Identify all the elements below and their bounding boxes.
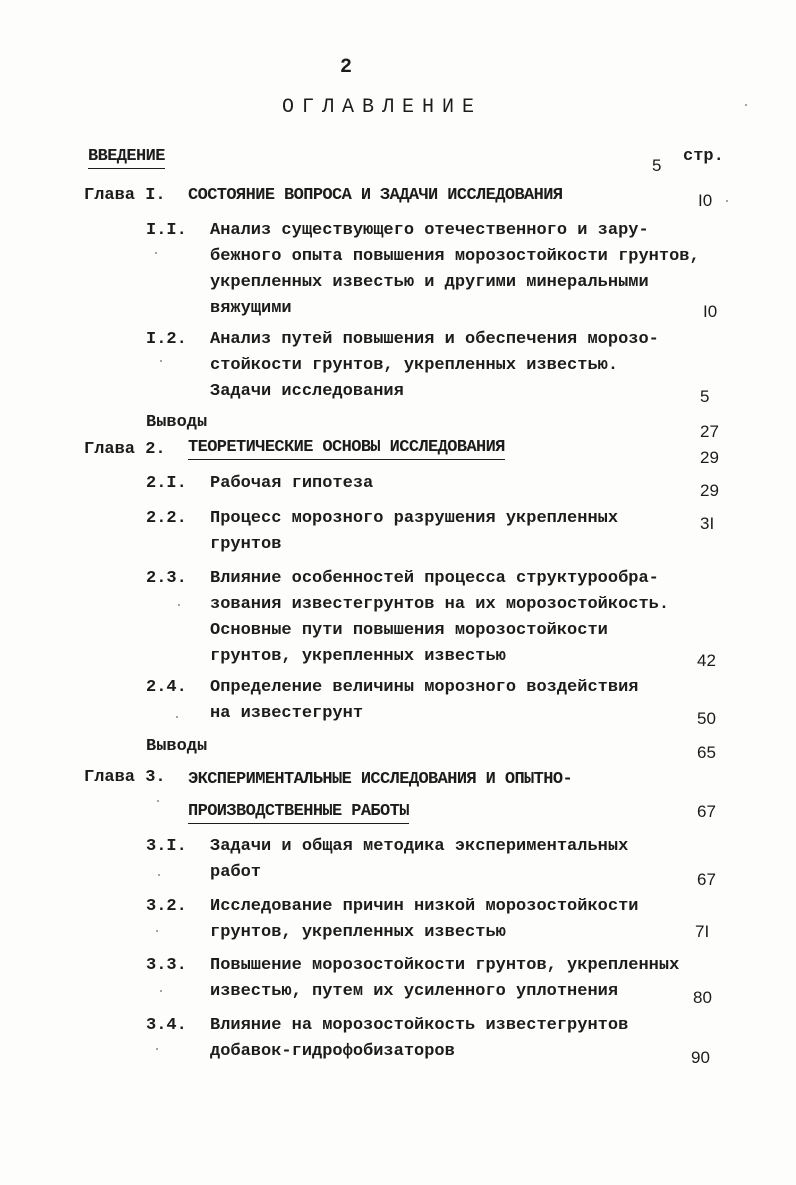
section-page: 7I (695, 922, 710, 941)
chapter-3-page: 67 (697, 802, 716, 821)
section-title: Определение величины морозного воздействия на известегрунт (210, 678, 639, 723)
section-page: 50 (697, 709, 716, 728)
scan-speck (176, 716, 178, 718)
section-title: Влияние на морозостойкость известегрунтов добавок-гидрофобизаторов (210, 1016, 629, 1061)
conclusions-page: 27 (700, 422, 719, 441)
conclusions-label: Выводы (146, 413, 208, 432)
section-title: Влияние особенностей процесса структурообра- зования известегрунтов на их морозостойкость. Основные пути повышения морозостойкости грунтов, укрепленных известью (210, 569, 670, 666)
scan-speck (745, 104, 747, 106)
section-title: Рабочая гипотеза (210, 474, 374, 493)
scan-speck (156, 930, 158, 932)
chapter-1-label: Глава I. (84, 186, 166, 205)
scan-speck (155, 252, 157, 254)
section-page: I0 (703, 302, 718, 321)
conclusions-page: 65 (697, 743, 716, 762)
section-page: 80 (693, 988, 712, 1007)
section-number: 2.I. (146, 474, 187, 493)
section-number: 3.2. (146, 897, 187, 916)
chapter-3-title: ЭКСПЕРИМЕНТАЛЬНЫЕ ИССЛЕДОВАНИЯ И ОПЫТНО- ПРОИЗВОДСТВЕННЫЕ РАБОТЫ (188, 765, 572, 824)
section-page: 67 (697, 870, 716, 889)
page-number: 2 (340, 56, 353, 79)
scan-speck (156, 1048, 158, 1050)
section-page: 90 (691, 1048, 710, 1067)
section-title: Задачи и общая методика экспериментальных работ (210, 837, 629, 882)
section-title: Процесс морозного разрушения укрепленных грунтов (210, 509, 619, 554)
conclusions-label: Выводы (146, 737, 208, 756)
intro-label: ВВЕДЕНИЕ (88, 146, 165, 169)
scan-speck (160, 360, 162, 362)
section-number: 3.3. (146, 956, 187, 975)
section-page: 3I (700, 514, 715, 533)
chapter-2-label: Глава 2. (84, 440, 166, 459)
section-title: Анализ существующего отечественного и зару- бежного опыта повышения морозостойкости грунтов, укрепленных известью и другими минеральными вяжущими (210, 221, 700, 318)
section-number: 3.4. (146, 1016, 187, 1035)
chapter-2-title: ТЕОРЕТИЧЕСКИЕ ОСНОВЫ ИССЛЕДОВАНИЯ (188, 437, 505, 460)
chapter-2-page: 29 (700, 448, 719, 467)
chapter-3-label: Глава 3. (84, 768, 166, 787)
chapter-1-title: СОСТОЯНИЕ ВОПРОСА И ЗАДАЧИ ИССЛЕДОВАНИЯ (188, 186, 563, 205)
section-title: Исследование причин низкой морозостойкости грунтов, укрепленных известью (210, 897, 639, 942)
section-title: Анализ путей повышения и обеспечения морозо- стойкости грунтов, укрепленных известью. Задачи исследования (210, 330, 659, 401)
section-number: 2.3. (146, 569, 187, 588)
section-page: 5 (700, 387, 710, 406)
page-title: ОГЛАВЛЕНИЕ (282, 96, 483, 119)
section-page: 42 (697, 651, 716, 670)
section-number: 2.4. (146, 678, 187, 697)
scan-speck (726, 200, 728, 202)
section-page: 29 (700, 481, 719, 500)
intro-page: 5 (652, 156, 662, 175)
section-number: I.I. (146, 221, 187, 240)
section-title: Повышение морозостойкости грунтов, укрепленных известью, путем их усиленного уплотнения (210, 956, 680, 1001)
scan-speck (157, 800, 159, 802)
scan-speck (158, 874, 160, 876)
scan-speck (178, 604, 180, 606)
section-number: 3.I. (146, 837, 187, 856)
section-number: 2.2. (146, 509, 187, 528)
section-number: I.2. (146, 330, 187, 349)
chapter-1-page: I0 (698, 191, 713, 210)
scan-speck (160, 990, 162, 992)
page-column-label: стр. (683, 147, 724, 166)
